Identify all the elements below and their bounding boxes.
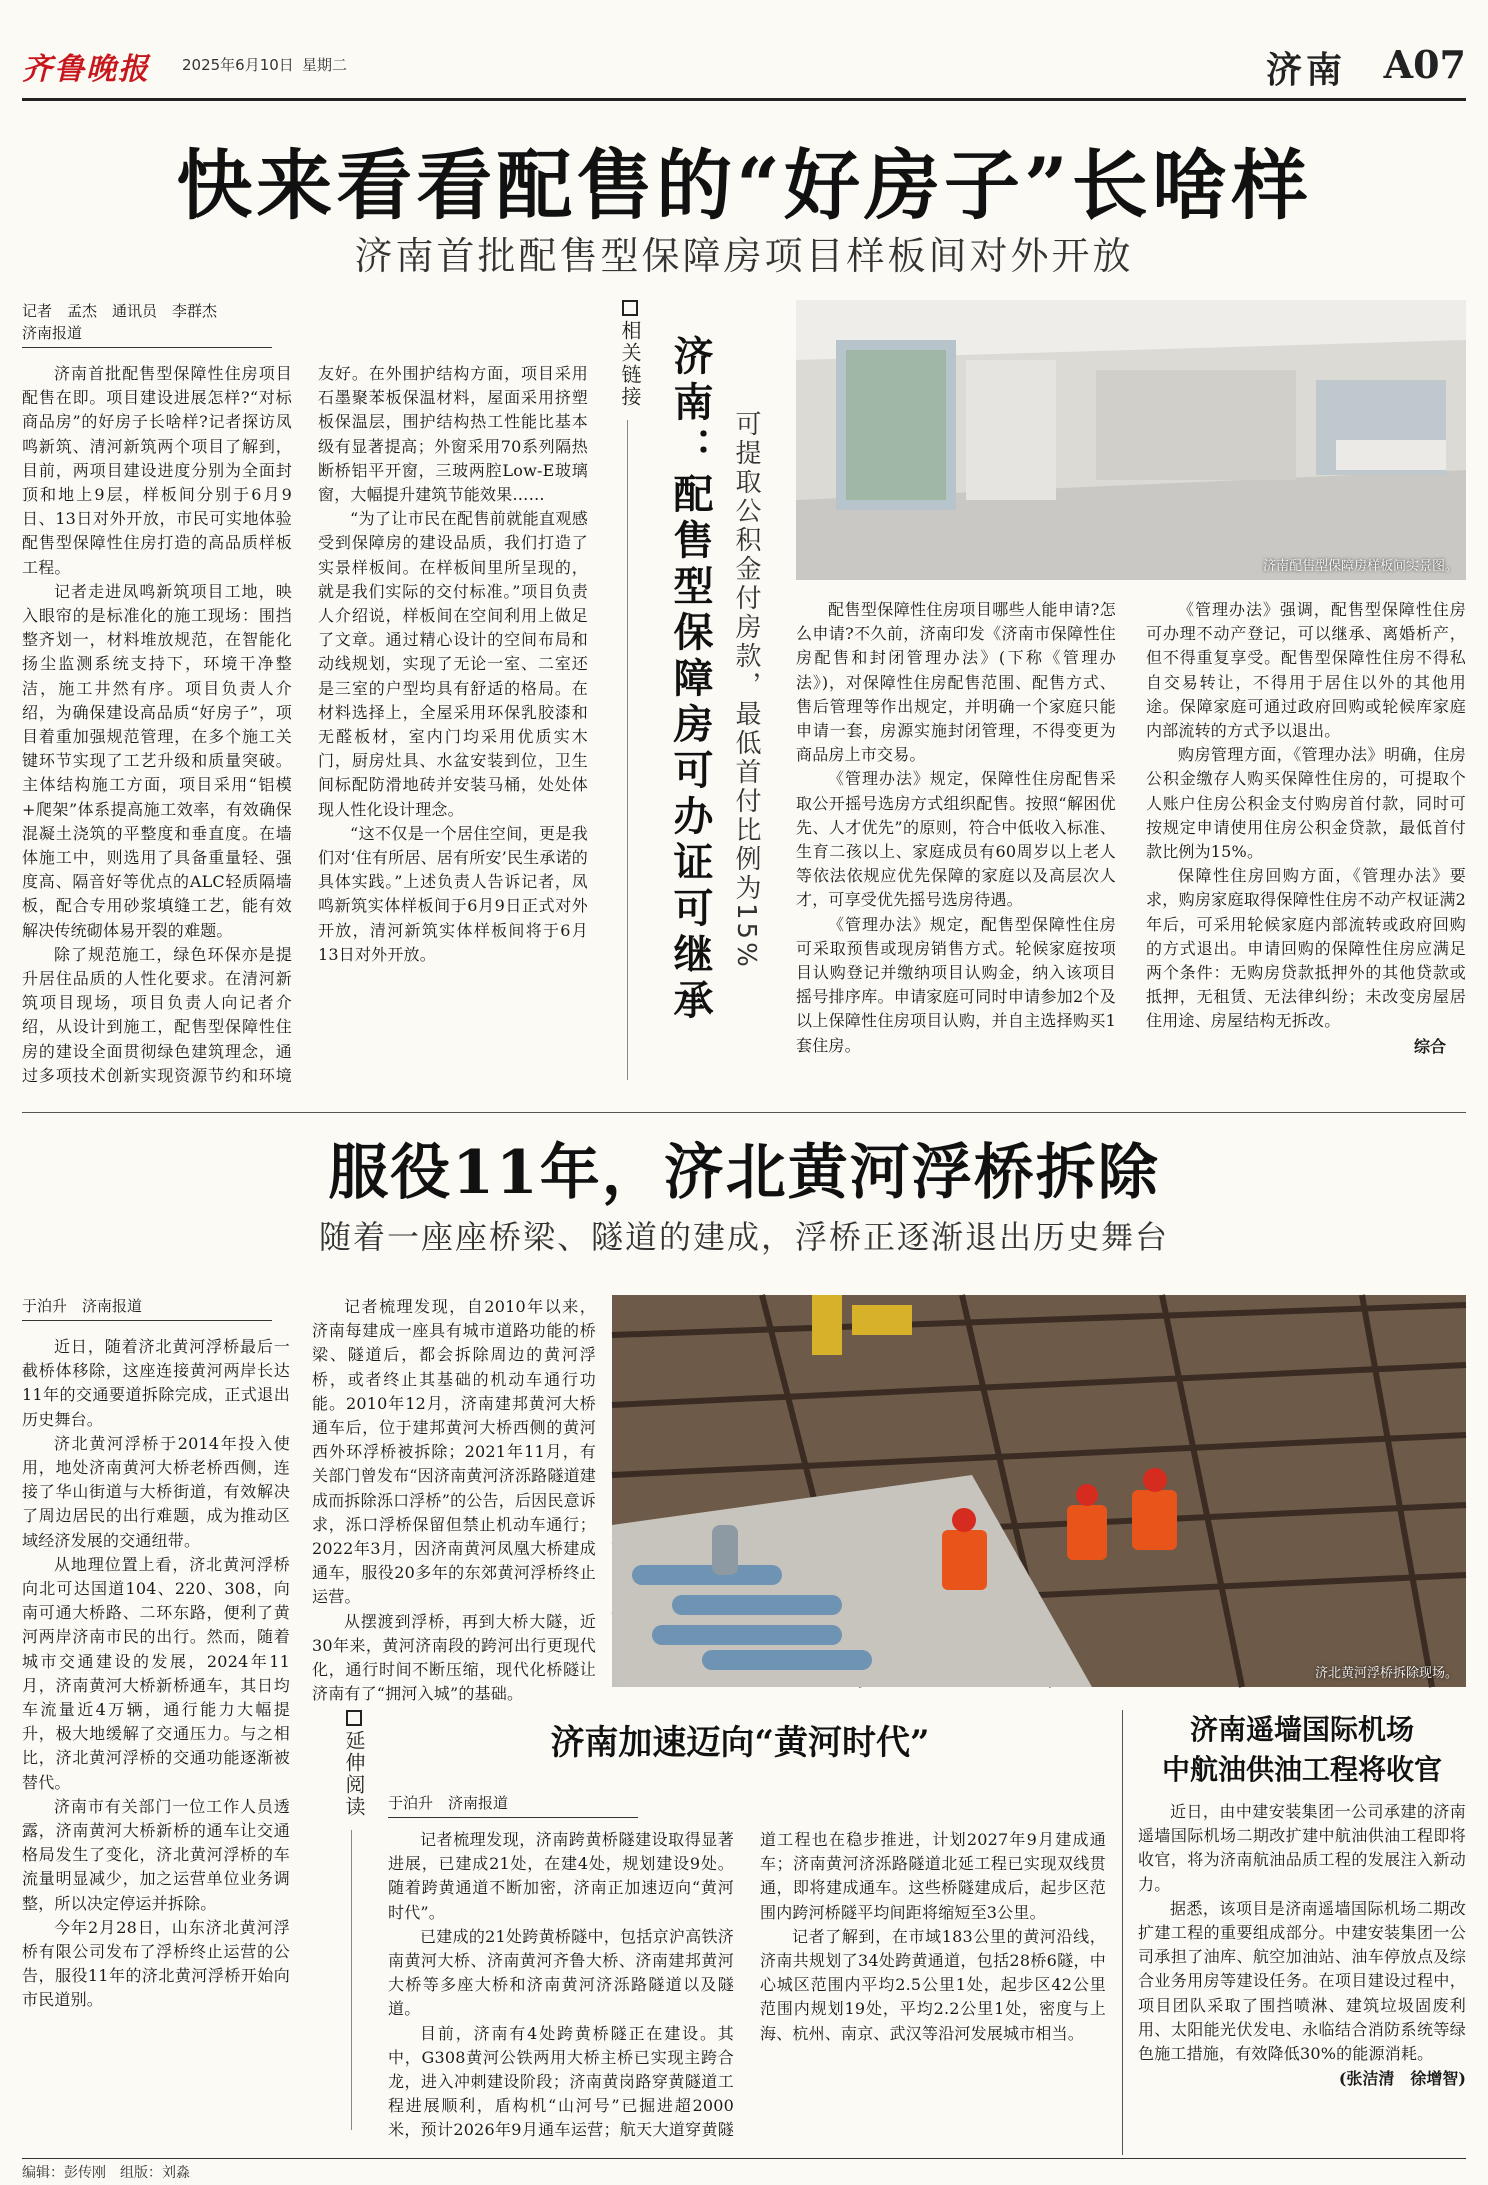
related-subheadline: 可提取公积金付房款，最低首付比例为15% bbox=[731, 410, 761, 970]
issue-weekday: 星期二 bbox=[302, 56, 348, 74]
paragraph: 济北黄河浮桥于2014年投入使用，地处济南黄河大桥老桥西侧，连接了华山街道与大桥街道，有效解决了周边居民的出行难题，成为推动区域经济发展的交通纽带。 bbox=[22, 1433, 290, 1550]
sample-room-photo bbox=[796, 300, 1466, 580]
byline-location: 济南报道 bbox=[22, 324, 83, 342]
airport-signoff: (张洁清 徐增智) bbox=[1338, 2069, 1466, 2089]
extended-label-rule bbox=[351, 1830, 352, 2130]
article1-byline bbox=[22, 300, 272, 348]
airport-headline bbox=[1138, 1710, 1466, 1790]
article2-subheadline: 随着一座座桥梁、隧道的建成，浮桥正逐渐退出历史舞台 bbox=[318, 1218, 1169, 1256]
bridge-demolition-illustration bbox=[612, 1295, 1466, 1687]
article2-headline: 服役11年，济北黄河浮桥拆除 bbox=[328, 1138, 1160, 1208]
article1-subheadline: 济南首批配售型保障房项目样板间对外开放 bbox=[354, 234, 1134, 278]
sample-room-caption: 济南配售型保障房样板间实景图。 bbox=[1262, 559, 1458, 574]
paragraph: 从地理位置上看，济北黄河浮桥向北可达国道104、220、308，向南可通大桥路、二环东路，便利了黄河两岸济南市民的出行。然而，随着城市交通建设的发展，2024年11月，济南黄河大桥新桥通车，其日均车流量近4万辆，通行能力大幅提升，极大地缓解了交通压力。与之相比，济北黄河浮桥的交通功能逐渐被替代。 bbox=[22, 1554, 290, 1792]
bridge-demolition-photo bbox=[612, 1295, 1466, 1687]
extended-label-text: 延伸阅读 bbox=[342, 1730, 366, 1818]
footer-credits: 编辑：彭传刚 组版：刘淼 bbox=[22, 2165, 190, 2181]
masthead-rule bbox=[22, 98, 1466, 101]
article2-col1 bbox=[22, 1335, 290, 2155]
issue-date: 2025年6月10日 bbox=[182, 56, 294, 74]
byline-reporters: 记者 孟杰 通讯员 李群杰 bbox=[22, 302, 218, 320]
related-body bbox=[796, 598, 1466, 1098]
extended-headline: 济南加速迈向“黄河时代” bbox=[550, 1723, 930, 1763]
related-label-text: 相关链接 bbox=[618, 320, 642, 408]
article1-body bbox=[22, 300, 588, 1095]
paragraph: 保障性住房回购方面，《管理办法》要求，购房家庭取得保障性住房不动产权证满2年后，可采用轮候家庭内部流转或政府回购的方式退出。申请回购的保障性住房应满足两个条件：无购房贷款抵押外的其他贷款或抵押，无租赁、无法律纠纷；未改变房屋居住用途、房屋结构无拆改。 bbox=[1146, 866, 1466, 1031]
paragraph: 除了规范施工，绿色环保亦是提升居住品质的人性化要求。在清河新筑项目现场，项目负责人向记者介绍，从设计到施工，配售型保障性住房的建设全面贯彻绿色建筑理念，通过多项技术创新实现资源节约和环境友好。在外围护结构方面，项目采用石墨聚苯板保温材料，屋面采用挤塑板保温层，围护结构热工性能比基本级有显著提高；外窗采用70系列隔热断桥铝平开窗，三玻两腔Low-E玻璃窗，大幅提升建筑节能效果…… bbox=[22, 364, 588, 1085]
paragraph: 今年2月28日，山东济北黄河浮桥有限公司发布了浮桥终止运营的公告，服役11年的济北黄河浮桥开始向市民道别。 bbox=[22, 1917, 290, 2010]
paragraph: 近日，由中建安装集团一公司承建的济南遥墙国际机场二期改扩建中航油供油工程即将收官，将为济南航油品质工程的发展注入新动力。 bbox=[1138, 1802, 1466, 1894]
related-headline: 济南：配售型保障房可办证可继承 bbox=[667, 335, 714, 1025]
paragraph: 记者走进凤鸣新筑项目工地，映入眼帘的是标准化的施工现场：围挡整齐划一，材料堆放规范，在智能化扬尘监测系统支持下，环境干净整洁，施工井然有序。项目负责人介绍，为确保建设高品质“好房子”，项目着重加强规范管理，在多个施工关键环节实现了工艺升级和质量突破。主体结构施工方面，项目采用“铝模+爬架”体系提高施工效率，有效确保混凝土浇筑的平整度和垂直度。在墙体施工中，则选用了具备重量轻、强度高、隔音好等优点的ALC轻质隔墙板，配合专用砂浆填缝工艺，能有效解决传统砌体易开裂的难题。 bbox=[22, 581, 292, 940]
paragraph: 据悉，该项目是济南遥墙国际机场二期改扩建工程的重要组成部分。中建安装集团一公司承担了油库、航空加油站、油车停放点及综合业务用房等建设任务。在项目建设过程中，项目团队采取了围挡喷淋、建筑垃圾固废利用、太阳能光伏发电、永临结合消防系统等绿色施工措施，有效降低30%的能源消耗。 bbox=[1138, 1898, 1466, 2064]
section-name: 济南 bbox=[1265, 49, 1346, 91]
related-label-rule bbox=[627, 420, 628, 1080]
paper-logo: 齐鲁晚报 bbox=[22, 52, 150, 87]
paragraph: 近日，随着济北黄河浮桥最后一截桥体移除，这座连接黄河两岸长达11年的交通要道拆除完成，正式退出历史舞台。 bbox=[22, 1337, 290, 1429]
paragraph: 济南首批配售型保障性住房项目配售在即。项目建设进展怎样?“对标商品房”的好房子长啥样?记者探访凤鸣新筑、清河新筑两个项目了解到，目前，两项目建设进度分别为全面封顶和地上9层，样板间分别于6月9日、13日对外开放，市民可实地体验配售型保障性住房打造的高品质样板工程。 bbox=[22, 364, 292, 577]
paragraph: 购房管理方面，《管理办法》明确，住房公积金缴存人购买保障性住房的，可提取个人账户住房公积金支付购房首付款，同时可按规定申请使用住房公积金贷款，最低首付款比例为15%。 bbox=[1146, 745, 1466, 862]
label-square-icon bbox=[622, 300, 638, 316]
paragraph: 记者梳理发现，自2010年以来，济南每建成一座具有城市道路功能的桥梁、隧道后，都会拆除周边的黄河浮桥，或者终止其基础的机动车通行功能。2010年12月，济南建邦黄河大桥通车后，位于建邦黄河大桥西侧的黄河西外环浮桥被拆除；2021年11月，有关部门曾发布“因济南黄河济泺路隧道建成而拆除泺口浮桥”的公告，后因民意诉求，泺口浮桥保留但禁止机动车通行；2022年3月，因济南黄河凤凰大桥建成通车，服役20多年的东郊黄河浮桥终止运营。 bbox=[312, 1297, 596, 1607]
paragraph: “这不仅是一个居住空间，更是我们对‘住有所居、居有所安’民生承诺的具体实践。”上述负责人告诉记者，凤鸣新筑实体样板间于6月9日正式对外开放，清河新筑实体样板间将于6月13日对外开放。 bbox=[318, 823, 588, 964]
page-number: A07 bbox=[1383, 42, 1466, 87]
section-divider bbox=[22, 1112, 1466, 1113]
paragraph: 记者梳理发现，济南跨黄桥隧建设取得显著进展，已建成21处，在建4处，规划建设9处。随着跨黄通道不断加密，济南正加速迈向“黄河时代”。 bbox=[388, 1830, 734, 1922]
article2-byline: 于泊升 济南报道 bbox=[22, 1295, 272, 1321]
sample-room-illustration bbox=[796, 300, 1466, 580]
paragraph: 配售型保障性住房项目哪些人能申请?怎么申请?不久前，济南印发《济南市保障性住房配售和封闭管理办法》(下称《管理办法》)，对保障性住房配售范围、配售方式、售后管理等作出规定，并明确一个家庭只能申请一套，房源实施封闭管理，不得变更为商品房上市交易。 bbox=[796, 600, 1116, 765]
paragraph: 已建成的21处跨黄桥隧中，包括京沪高铁济南黄河大桥、济南黄河齐鲁大桥、济南建邦黄河大桥等多座大桥和济南黄河济泺路隧道以及隧道。 bbox=[388, 1926, 734, 2019]
paragraph: 目前，济南有4处跨黄桥隧正在建设。其中，G308黄河公铁两用大桥主桥已实现主跨合龙，进入冲刺建设阶段；济南黄岗路穿黄隧道工程进展顺利，盾构机“山河号”已掘进超2000米，预计2026年9月通车运营；航天大道穿黄隧道工程也在稳步推进，计划2027年9月建成通车；济南黄河济泺路隧道北延工程已实现双线贯通，即将建成通车。这些桥隧建成后，起步区范围内跨河桥隧平均间距将缩短至3公里。 bbox=[388, 1830, 1106, 2140]
paragraph: 《管理办法》规定，保障性住房配售采取公开摇号选房方式组织配售。按照“解困优先、人才优先”的原则，符合中低收入标准、生育二孩以上、家庭成员有60周岁以上老人等依法依规应优先保障的家庭以及高层次人才，可享受优先摇号选房待遇。 bbox=[796, 769, 1116, 910]
paragraph: “为了让市民在配售前就能直观感受到保障房的建设品质，我们打造了实景样板间。在样板间里所呈现的，就是我们实际的交付标准。”项目负责人介绍说，样板间在空间利用上做足了文章。通过精心设计的空间布局和动线规划，实现了无论一室、二室还是三室的户型均具有舒适的格局。在材料选择上，全屋采用环保乳胶漆和无醛板材，室内门均采用优质实木门，厨房灶具、水盆安装到位，卫生间标配防滑地砖并安装马桶，处处体现人性化设计理念。 bbox=[318, 509, 588, 819]
paragraph: 从摆渡到浮桥，再到大桥大隧，近30年来，黄河济南段的跨河出行更现代化，通行时间不断压缩，现代化桥隧让济南有了“拥河入城”的基础。 bbox=[312, 1611, 596, 1704]
extended-label bbox=[340, 1710, 369, 1818]
related-label bbox=[616, 300, 645, 408]
article1-headline: 快来看看配售的“好房子”长啥样 bbox=[176, 141, 1312, 230]
paragraph: 《管理办法》强调，配售型保障性住房可办理不动产登记，可以继承、离婚析产，但不得重复享受。配售型保障性住房不得私自交易转让，不得用于居住以外的其他用途。保障家庭可通过政府回购或轮候库家庭内部流转的方式予以退出。 bbox=[1146, 600, 1466, 741]
paragraph: 《管理办法》规定，配售型保障性住房可采取预售或现房销售方式。轮候家庭按项目认购登记并缴纳项目认购金，纳入该项目摇号排序库。申请家庭可同时申请参加2个及以上保障性住房项目认购，并自主选择购买1套住房。 bbox=[796, 914, 1116, 1055]
masthead bbox=[22, 38, 1466, 96]
extended-body bbox=[388, 1792, 1106, 2152]
related-signoff: 综合 bbox=[1413, 1036, 1446, 1056]
paragraph: 记者了解到，在市域183公里的黄河沿线，济南共规划了34处跨黄通道，包括28桥6隧，中心城区范围内平均2.5公里1处，起步区42公里范围内规划19处，平均2.2公里1处，密度与上海、杭州、南京、武汉等沿河发展城市相当。 bbox=[760, 1926, 1106, 2043]
article2-col2 bbox=[312, 1295, 596, 1704]
label-square-icon bbox=[346, 1710, 362, 1726]
bridge-photo-caption: 济北黄河浮桥拆除现场。 bbox=[1314, 1666, 1458, 1681]
airport-headline-line2: 中航油供油工程将收官 bbox=[1161, 1753, 1442, 1786]
paragraph: 济南市有关部门一位工作人员透露，济南黄河大桥新桥的通车让交通格局发生了变化，济北黄河浮桥的车流量明显减少，加之运营单位业务调整，所以决定停运并拆除。 bbox=[22, 1796, 290, 1913]
airport-body bbox=[1138, 1800, 1466, 2155]
airport-divider bbox=[1122, 1710, 1123, 2155]
airport-headline-line1: 济南遥墙国际机场 bbox=[1189, 1713, 1414, 1746]
footer-rule bbox=[22, 2158, 1466, 2159]
extended-byline: 于泊升 济南报道 bbox=[388, 1792, 638, 1818]
